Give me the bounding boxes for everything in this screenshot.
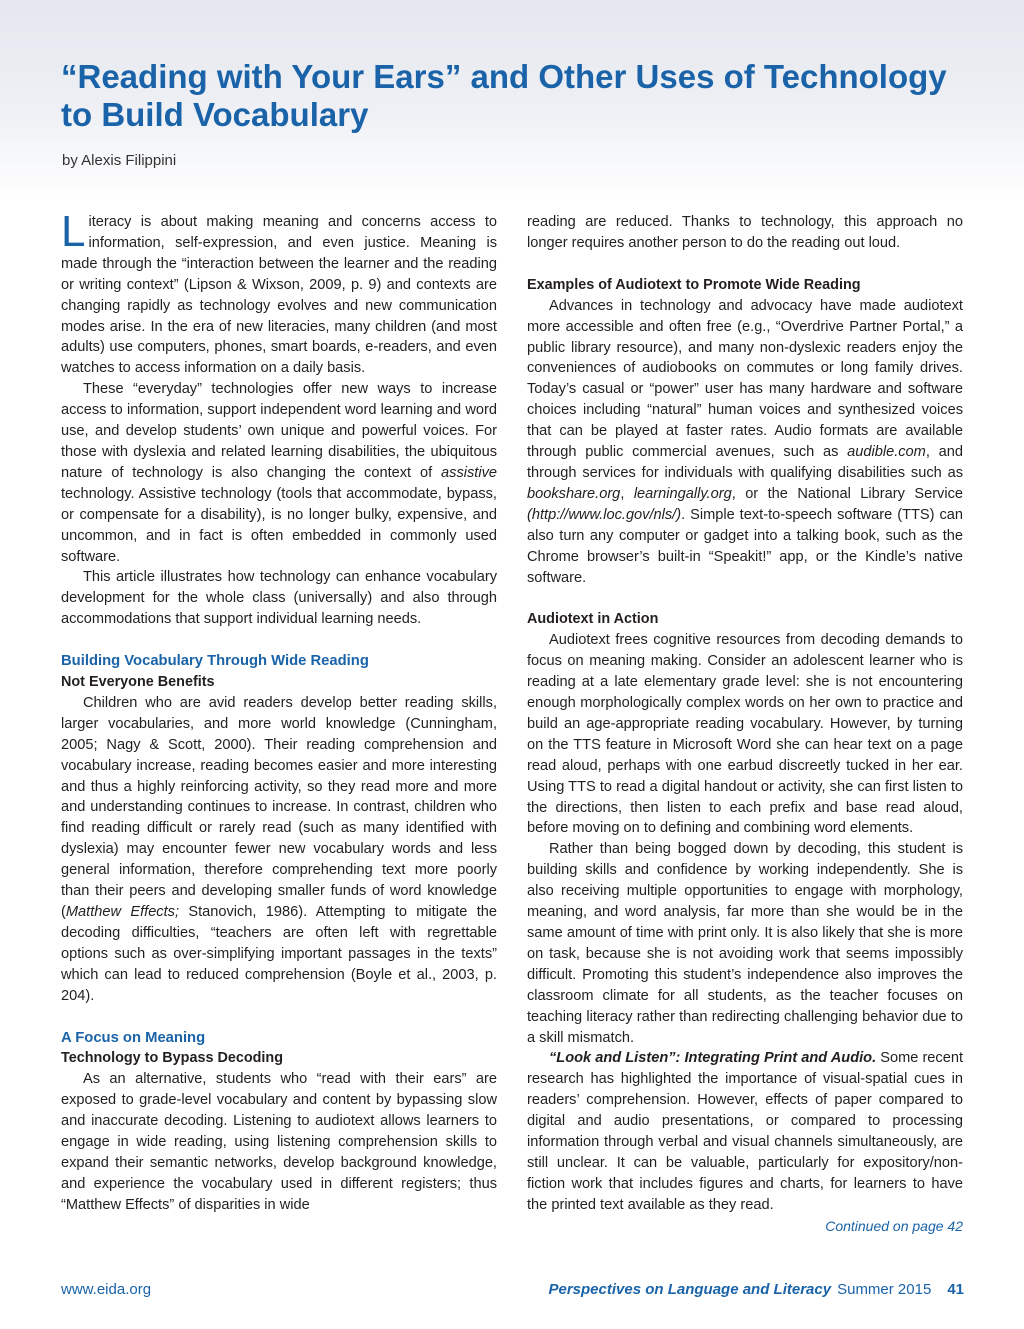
emphasis: assistive	[441, 464, 497, 481]
intro-text: iteracy is about making meaning and concerns access to information, self-expression, and even justice. Meaning is made through the “interaction between the learner and the reading or writing context” (Lipson & Wixson, 2009, p. 9) and contexts are changing rapidly as technology evolves and new communication modes arise. In the era of new literacies, many children (and most adults) use computers, phones, smart boards, e-readers, and even watches to access information on a daily basis.	[61, 214, 497, 377]
text: ,	[620, 485, 634, 502]
text: , or the National Library Service	[731, 485, 964, 502]
paragraph	[61, 693, 497, 1007]
footer-right	[548, 1281, 964, 1298]
right-column	[527, 212, 963, 1236]
text: Children who are avid readers develop better reading skills, larger vocabularies, and more world knowledge (Cunningham, 2005; Nagy & Scott, 2000). Their reading comprehension and vocabulary increase, reading becomes easier and more interesting and thus a highly reinforcing activity, so they read more and more and understanding continues to increase. In contrast, children who find reading difficult or rarely read (such as many identified with dyslexia) may encounter fewer new vocabulary words and less general information, therefore comprehending text more poorly than their peers and developing smaller funds of word knowledge (	[61, 694, 497, 920]
drop-cap: L	[61, 207, 86, 256]
text: technology. Assistive technology (tools that accommodate, bypass, or compensate for a disability), is no longer bulky, expensive, and uncommon, and in fact is often embedded in commonly used software.	[61, 485, 497, 565]
page-number: 41	[947, 1281, 964, 1298]
link-text: (http://www.loc.gov/nls/)	[527, 506, 682, 523]
journal-name: Perspectives on Language and Literacy	[548, 1281, 832, 1298]
link-text: learningally.org	[633, 485, 732, 502]
paragraph	[527, 296, 963, 589]
paragraph: Rather than being bogged down by decoding, this student is building skills and confidence by working independently. She is also receiving multiple opportunities to engage with morphology, meaning, and word analysis, far more than she would be in the same amount of time with print only. It is also likely that she is more on task, because she is not avoiding work that seems impossibly difficult. Promoting this student’s independence also improves the classroom climate for all students, as the teacher focuses on teaching literacy rather than redirecting challenging behavior due to a skill mismatch.	[527, 841, 963, 1046]
page-footer	[61, 1281, 964, 1303]
subsection-heading: Technology to Bypass Decoding	[61, 1050, 284, 1067]
issue-label: Summer 2015	[837, 1281, 932, 1298]
text: , and through services for individuals with qualifying disabilities such as	[527, 444, 963, 481]
paragraph	[527, 1048, 963, 1215]
subsection-heading: Not Everyone Benefits	[61, 674, 215, 691]
text: Some recent research has highlighted the importance of visual-spatial cues in readers’ comprehension. However, effects of paper compared to digital and audio presentations, or compared to processing information through verbal and visual channels simultaneously, are still unclear. It can be valuable, particularly for expository/non-fiction work that includes figures and charts, for learners to have the printed text available as they read.	[527, 1050, 963, 1213]
section-heading: Building Vocabulary Through Wide Reading	[61, 653, 369, 670]
subsection-heading: Audiotext in Action	[527, 611, 659, 628]
paragraph: Audiotext frees cognitive resources from decoding demands to focus on meaning making. Consider an adolescent learner who is reading at a late elementary grade level: she is not encountering enough morphologically complex words on her own to practice and build an age-appropriate reading vocabulary. However, by turning on the TTS feature in Microsoft Word she can hear text on a page read aloud, perhaps with one earbud discreetly tucked in her ear. Using TTS to read a digital handout or activity, she can first listen to the directions, then listen to each prefix and base read aloud, before moving on to defining and combining word elements.	[527, 632, 963, 837]
link-text: bookshare.org	[527, 485, 621, 502]
text: Advances in technology and advocacy have made audiotext more accessible and often free (e.g., “Overdrive Partner Portal,” a public library resource), and many non-dyslexic readers enjoy the conveniences of audiobooks on commutes or long family drives. Today’s casual or “power” user has many hardware and software choices including “natural” human voices and synthesized voices that can be played at faster rates. Audio formats are available through public commercial avenues, such as	[527, 297, 963, 461]
paragraph: This article illustrates how technology can enhance vocabulary development for the whole class (universally) and also through accommodations that support individual learning needs.	[61, 569, 497, 628]
paragraph	[61, 379, 497, 567]
subsection-heading: Examples of Audiotext to Promote Wide Reading	[527, 276, 861, 293]
link-text: audible.com	[847, 444, 926, 461]
left-column	[61, 207, 497, 1216]
section-heading: A Focus on Meaning	[61, 1029, 206, 1046]
paragraph: As an alternative, students who “read with their ears” are exposed to grade-level vocabulary and content by bypassing slow and inaccurate decoding. Listening to audiotext allows learners to engage in wide reading, using listening comprehension skills to expand their semantic networks, develop background knowledge, and experience the vocabulary used in different registers; thus “Matthew Effects” of disparities in wide	[61, 1071, 497, 1213]
paragraph: reading are reduced. Thanks to technology, this approach no longer requires another person to do the reading out loud.	[527, 214, 963, 251]
website-link[interactable]: www.eida.org	[61, 1281, 152, 1298]
text: Stanovich, 1986). Attempting to mitigate the decoding difficulties, “teachers are often left with regrettable options such as over-simplifying important passages in the texts” which can lead to reduced comprehension (Boyle et al., 2003, p. 204).	[61, 904, 497, 1004]
article-title: “Reading with Your Ears” and Other Uses of Technology to Build Vocabulary	[61, 58, 947, 133]
continued-note: Continued on page 42	[825, 1217, 963, 1234]
text: These “everyday” technologies offer new ways to increase access to information, support independent word learning and word use, and develop students’ own unique and powerful voices. For those with dyslexia and related learning disabilities, the ubiquitous nature of technology is also changing the context of	[61, 381, 497, 481]
byline: by Alexis Filippini	[62, 152, 177, 169]
emphasis: Matthew Effects;	[65, 904, 180, 920]
intro-paragraph	[61, 207, 497, 379]
text: . Simple text-to-speech software (TTS) can also turn any computer or gadget into a talking book, such as the Chrome browser’s built-in “Speakit!” app, or the Kindle’s native software.	[527, 506, 963, 586]
run-in-heading: “Look and Listen”: Integrating Print and Audio.	[549, 1050, 877, 1067]
